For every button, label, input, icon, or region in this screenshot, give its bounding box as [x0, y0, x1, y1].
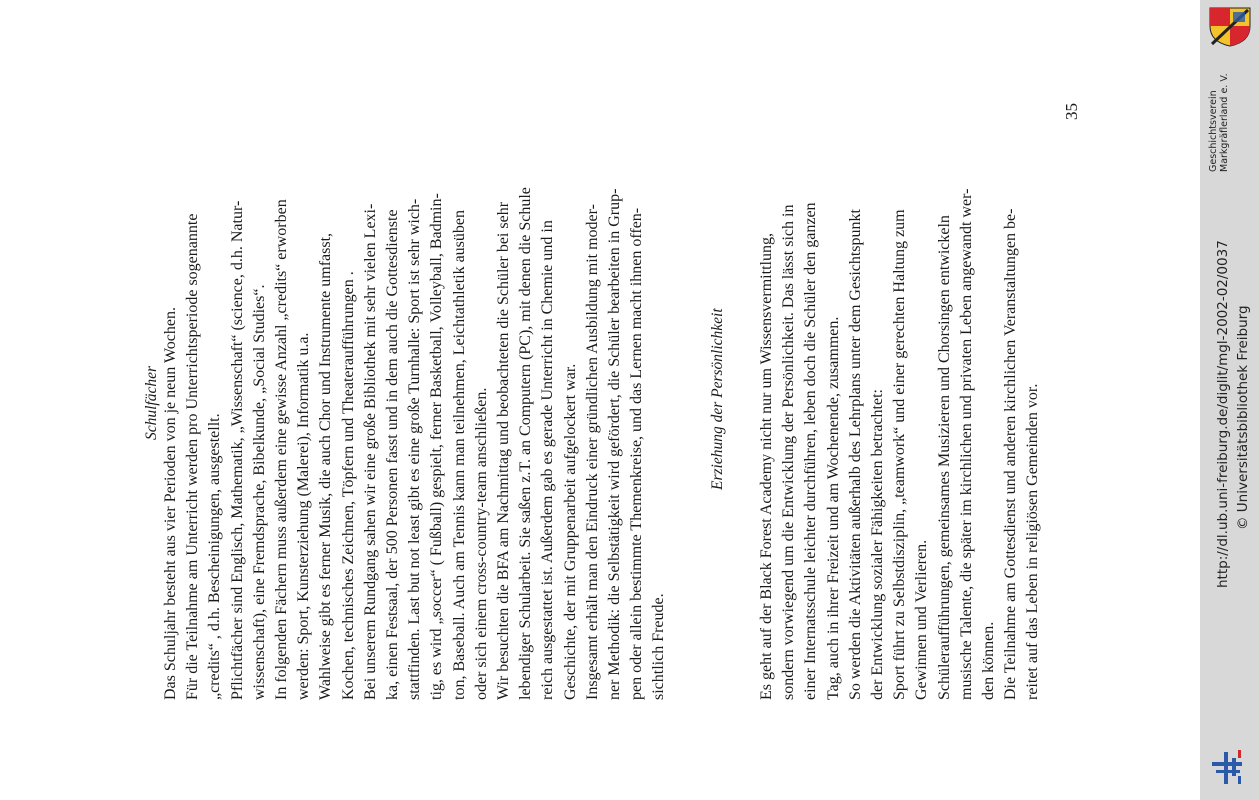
text-line: den können. [980, 621, 997, 700]
text-line: oder sich einem cross-country-team anschließen. [472, 387, 490, 700]
association-label [1208, 73, 1230, 172]
text-line: Pflichtfächer sind Englisch, Mathematik, „Wissenschaft“ (science, d.h. Natur- [228, 200, 246, 700]
text-line: Die Teilnahme am Gottesdienst und anderen kirchlichen Veranstaltungen be- [1002, 208, 1020, 700]
text-line: reich ausgestattet ist. Außerdem gab es gerade Unterricht in Chemie und in [539, 220, 557, 700]
association-region: Markgräflerland e. V. [1219, 73, 1230, 172]
text-line: sichtlich Freude. [650, 593, 668, 700]
text-line: reitet auf das Leben in religiösen Gemeinden vor. [1024, 383, 1042, 700]
text-line: „credits“ , d.h. Bescheinigungen, ausgestellt. [206, 413, 224, 700]
text-line: Geschichte, der mit Gruppenarbeit aufgelockert war. [561, 363, 579, 700]
text-line: stattfinden. Last but not least gibt es eine große Turnhalle: Sport ist sehr wich- [406, 198, 424, 700]
text-line: lebendiger Schularbeit. Sie saßen z.T. an Computern (PC), mit denen die Schule [517, 187, 535, 700]
text-line: ton, Baseball. Auch am Tennis kann man teilnehmen, Leichtathletik ausüben [450, 209, 468, 700]
section-heading-erziehung: Erziehung der Persönlichkeit [709, 308, 726, 490]
text-line: werden: Sport, Kunsterziehung (Malerei), Informatik u.a. [295, 332, 313, 700]
text-line: Wahlweise gibt es ferner Musik, die auch Chor und Instrumente umfasst, [317, 232, 335, 700]
text-line: tig, es wird „soccer“ ( Fußball) gespielt, ferner Basketball, Volleyball, Badmin- [428, 193, 446, 700]
text-line: Wir besuchten die BFA am Nachmittag und beobachteten die Schüler bei sehr [495, 201, 512, 700]
text-line: sondern vorwiegend um die Entwicklung der Persönlichkeit. Das lässt sich in [780, 204, 798, 700]
text-line: Für die Teilnahme am Unterricht werden pro Unterrichtsperiode sogenannte [184, 213, 202, 700]
text-line: einer Internatsschule leichter durchführen, leben doch die Schüler den ganzen [802, 202, 820, 700]
coat-of-arms-icon [1207, 6, 1253, 48]
text-line: Es geht auf der Black Forest Academy nicht nur um Wissensvermittlung, [758, 233, 775, 700]
text-line: In folgenden Fächern muss außerdem eine gewisse Anzahl „credits“ erworben [273, 199, 290, 700]
page-number: 35 [1062, 103, 1081, 120]
text-line: So werden die Aktivitäten außerhalb des Lehrplans unter dem Gesichtspunkt [846, 209, 864, 700]
document-url-link[interactable]: http://dl.ub.uni-freiburg.de/diglit/mgl-2002-02/0037 [1215, 240, 1231, 588]
text-line: Kochen, technisches Zeichnen, Töpfern und Theateraufführungen . [339, 271, 357, 700]
text-line: ner Methodik: die Selbstätigkeit wird gefördert, die Schüler bearbeiten in Grup- [606, 188, 623, 700]
copyright-notice: © Universitätsbibliothek Freiburg [1235, 305, 1251, 530]
text-line: Insgesamt erhält man den Eindruck einer gründlichen Ausbildung mit moder- [583, 204, 601, 700]
text-line: wissenschaft), eine Fremdsprache, Bibelkunde, „Social Studies“. [250, 284, 268, 700]
ub-freiburg-logo-icon[interactable] [1210, 748, 1250, 788]
text-line: der Entwicklung sozialer Fähigkeiten betrachtet: [869, 389, 886, 700]
text-line: Das Schuljahr besteht aus vier Perioden von je neun Wochen. [162, 307, 179, 700]
text-line: Gewinnen und Verlieren. [913, 539, 931, 700]
text-line: pen oder allein bestimmte Themenkreise, und das Lernen macht ihnen offen- [628, 207, 646, 700]
text-line: Schüleraufführungen, gemeinsames Musizieren und Chorsingen entwickeln [935, 215, 953, 700]
association-name: Geschichtsverein [1208, 90, 1219, 172]
text-line: Bei unserem Rundgang sahen wir eine große Bibliothek mit sehr vielen Lexi- [361, 203, 379, 700]
text-line: ka, einen Festsaal, der 500 Personen fasst und in dem auch die Gottesdienste [384, 209, 401, 700]
section-heading-schulfaecher: Schulfächer [143, 365, 160, 440]
text-line: Tag, auch in ihrer Freizeit und am Wochenende, zusammen. [824, 316, 842, 700]
viewer-sidebar [1200, 0, 1259, 800]
text-line: musische Talente, die später im kirchlichen und privaten Leben angewandt wer- [957, 188, 975, 700]
text-line: Sport führt zu Selbstdisziplin, „teamwork“ und einer gerechten Haltung zum [891, 209, 909, 700]
